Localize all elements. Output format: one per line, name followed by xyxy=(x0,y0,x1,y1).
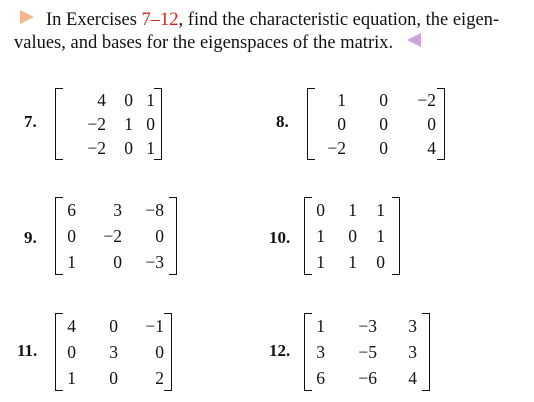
exercise-number: 10. xyxy=(269,228,291,247)
matrix-entry: −2 xyxy=(103,226,122,246)
matrix-entry: −2 xyxy=(87,138,106,158)
matrix-entry: 1 xyxy=(337,90,346,110)
matrix-entry: 1 xyxy=(316,226,325,246)
matrix-entry: 4 xyxy=(427,138,436,158)
matrix-entry: 1 xyxy=(146,138,155,158)
bracket-corner xyxy=(305,274,312,275)
exercise-number: 9. xyxy=(24,228,37,247)
matrix-entry: 6 xyxy=(67,200,76,220)
matrix-entry: −2 xyxy=(417,90,436,110)
matrix-entry: 0 xyxy=(67,226,76,246)
matrix-entry: 2 xyxy=(155,368,164,388)
instructions-text-start: In Exercises xyxy=(46,10,142,30)
matrix-entry: −2 xyxy=(327,138,346,158)
instructions-paragraph xyxy=(14,9,526,55)
bracket-corner xyxy=(56,390,63,391)
matrix-entry: −1 xyxy=(145,316,164,336)
matrix-entry: −5 xyxy=(358,342,377,362)
exercise-number: 8. xyxy=(276,112,289,131)
matrix-entry: 0 xyxy=(379,114,388,134)
exercise-number: 11. xyxy=(17,341,38,360)
matrix-entry: 1 xyxy=(376,226,385,246)
matrix xyxy=(304,197,400,275)
matrix-entry: 0 xyxy=(427,114,436,134)
matrix xyxy=(304,313,430,391)
matrix-entry: 0 xyxy=(67,342,76,362)
matrix-entry: 1 xyxy=(316,316,325,336)
matrix-entry: 1 xyxy=(316,252,325,272)
matrix-entry: 3 xyxy=(316,342,325,362)
arrow-left-icon xyxy=(407,33,421,47)
matrix-entry: 0 xyxy=(113,252,122,272)
matrix-entry: 1 xyxy=(348,200,357,220)
matrix-entry: 1 xyxy=(376,200,385,220)
matrix-entry: 0 xyxy=(379,90,388,110)
bracket-corner xyxy=(169,274,176,275)
matrix-entry: −8 xyxy=(145,200,164,220)
bracket-corner xyxy=(422,390,429,391)
matrix-entry: 1 xyxy=(348,252,357,272)
matrix-entry: 0 xyxy=(109,368,118,388)
matrix-entry: 0 xyxy=(316,200,325,220)
matrix-entry: 0 xyxy=(146,114,155,134)
bracket-corner xyxy=(392,274,399,275)
arrow-right-icon xyxy=(20,10,34,24)
exercise-number: 7. xyxy=(24,112,37,131)
bracket-corner xyxy=(56,159,63,160)
matrix-entry: 6 xyxy=(316,368,325,388)
matrix-entry: 3 xyxy=(408,342,417,362)
matrix-entry: 0 xyxy=(155,342,164,362)
matrix-entry: 0 xyxy=(348,226,357,246)
matrix xyxy=(55,313,172,391)
matrix-entry: 4 xyxy=(408,368,417,388)
exercise-number: 12. xyxy=(269,341,291,360)
bracket-corner xyxy=(56,274,63,275)
matrix-entry: 0 xyxy=(379,138,388,158)
matrix-entry: 4 xyxy=(97,90,106,110)
matrix-entry: 0 xyxy=(124,138,133,158)
matrix-entry: 3 xyxy=(109,342,118,362)
matrix-entry: 1 xyxy=(146,90,155,110)
matrix-entry: −2 xyxy=(87,114,106,134)
matrix-entry: 1 xyxy=(67,368,76,388)
matrix-entry: 0 xyxy=(376,252,385,272)
instructions-text-end: , find the characteristic equation, the eigen-values, and bases for the eigenspaces of the matrix. xyxy=(14,10,500,53)
matrix-entry: −3 xyxy=(145,252,164,272)
bracket-corner xyxy=(308,159,315,160)
matrix-entry: −6 xyxy=(358,368,377,388)
matrix-entry: 1 xyxy=(67,252,76,272)
matrix-entry: 0 xyxy=(124,90,133,110)
bracket-corner xyxy=(154,159,161,160)
matrix-entry: 3 xyxy=(113,200,122,220)
bracket-corner xyxy=(437,159,444,160)
matrix-entry: 1 xyxy=(124,114,133,134)
matrix-entry: 0 xyxy=(109,316,118,336)
bracket-corner xyxy=(164,390,171,391)
matrix-entry: 0 xyxy=(337,114,346,134)
matrix xyxy=(55,197,177,275)
matrix-entry: 4 xyxy=(67,316,76,336)
matrix-entry: 3 xyxy=(408,316,417,336)
matrix-entry: −3 xyxy=(358,316,377,336)
exercise-range: 7–12 xyxy=(141,10,179,30)
matrix xyxy=(307,88,445,160)
matrix-entry: 0 xyxy=(155,226,164,246)
bracket-corner xyxy=(305,390,312,391)
matrix xyxy=(55,88,162,160)
